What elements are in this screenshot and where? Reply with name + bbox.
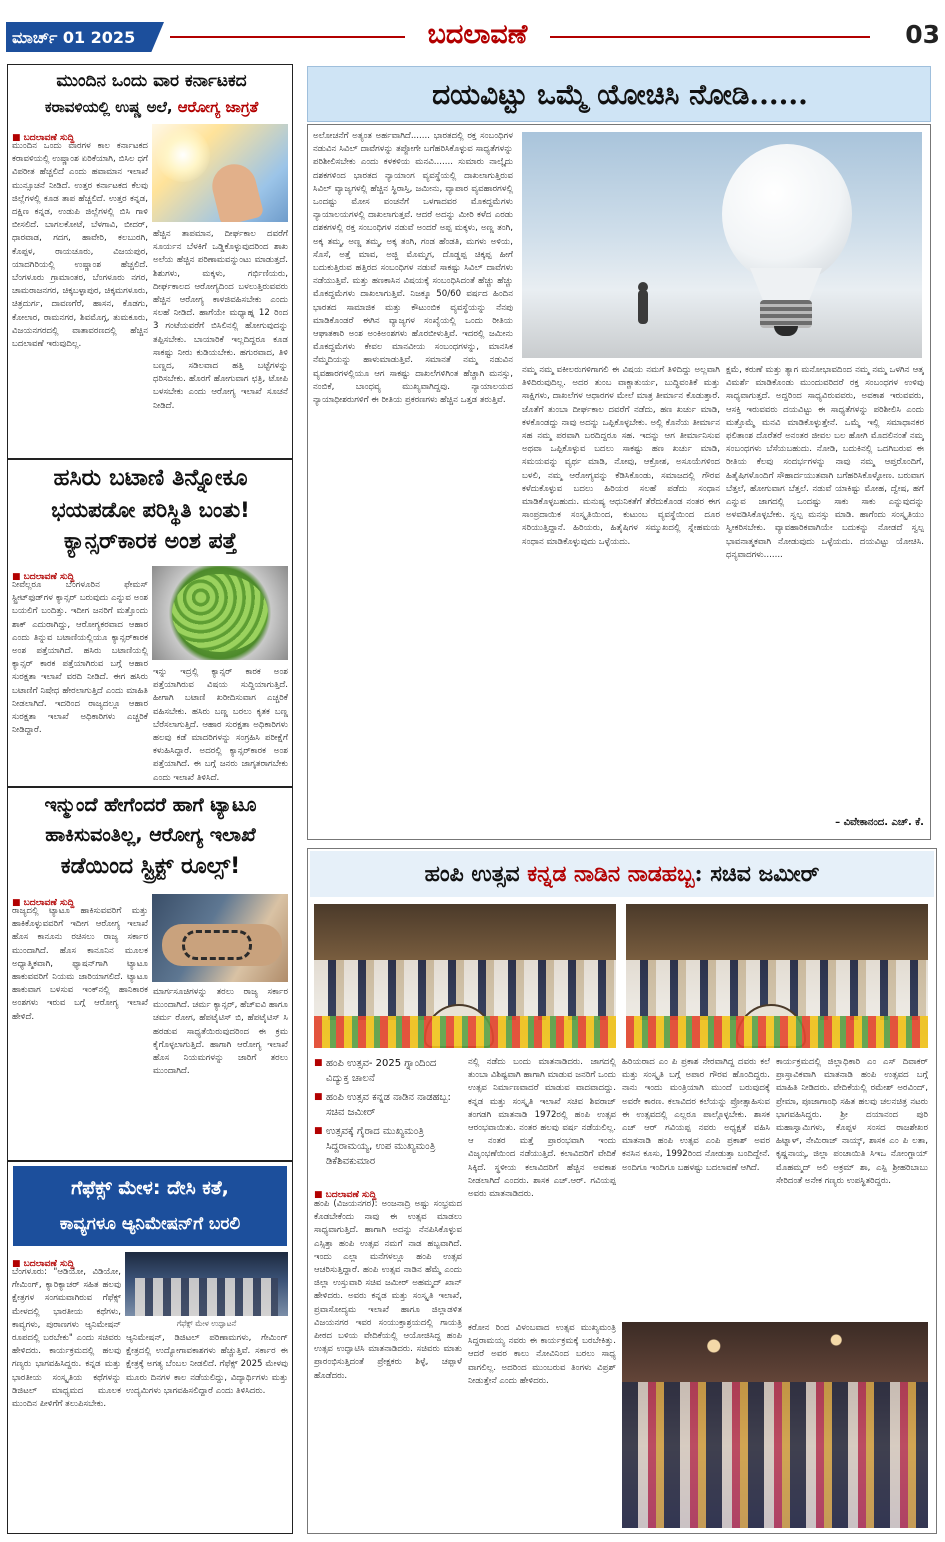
heat-byline: [12, 125, 152, 143]
hampi-bullet-1: ■ ಹಂಪಿ ಉತ್ಸವ- 2025 ಗ್ನಾಂದಿಂದ ವಿದ್ಯುಕ್ತ ಚಾಲನೆ: [314, 1056, 460, 1086]
think-signature: – ವಿವೇಕಾನಂದ. ಎಚ್. ಕೆ.: [835, 817, 924, 828]
hampi-body-col2: ನಲ್ಲಿ ನಡೆದು ಬಂದು ಮಾತನಾಡಿದರು. ಜಾಗದಲ್ಲಿ ತುಂಬಾ ವಿಶಿಷ್ಟವಾಗಿ ಹಾಗಾಗಿ ಮಾಡುವ ಜನರಿಗೆ ಒಂದು ಉತ್ಸವ ನಿರ್ಮಾಣವಾದರೆ ಮಾಡುವ ವಾದವಾದದ್ದು. ಕನ್ನಡ ಮತ್ತು ಸಂಸ್ಕೃತಿ ಇಲಾಖೆ ಸಚಿವ ಶಿವರಾಜ್ ತಂಗಡಗಿ ಮಾತನಾಡಿ 1972ರಲ್ಲಿ ಹಂಪಿ ಉತ್ಸವ ಆರಂಭವಾಯಿತು. ನಂತರ ಹಲವು ವರ್ಷ ನಡೆಯಲಿಲ್ಲ. ಆ ನಂತರ ಮತ್ತೆ ಪ್ರಾರಂಭವಾಗಿ ಇಂದು ವಿಜೃಂಭಣೆಯಿಂದ ನಡೆಯುತ್ತಿದೆ. ಕಲಾವಿದರಿಗೆ ವೇದಿಕೆ ಸಿಕ್ಕಿದೆ. ಸ್ಥಳೀಯ ಕಲಾವಿದರಿಗೆ ಹೆಚ್ಚಿನ ಅವಕಾಶ ನೀಡಲಾಗಿದೆ ಎಂದರು. ಶಾಸಕ ಎಚ್.ಆರ್. ಗವಿಯಪ್ಪ ಅವರು ಮಾತನಾಡಿದರು.: [468, 1057, 616, 1200]
heat-body-col2: ಹೆಚ್ಚಿನ ತಾಪಮಾನ, ದೀರ್ಘಕಾಲ ದವರೆಗೆ ಸೂರ್ಯನ ಬೆಳಕಿಗೆ ಒಡ್ಡಿಕೊಳ್ಳುವುದರಿಂದ ಶಾಖ ಅಲೆಯ ಹೆಚ್ಚಿನ ಪರಿಣಾಮವನ್ನುಂಟು ಮಾಡುತ್ತದೆ. ಶಿಶುಗಳು, ಮಕ್ಕಳು, ಗರ್ಭಿಣಿಯರು, ದೀರ್ಘಕಾಲದ ಆರೋಗ್ಯದಿಂದ ಬಳಲುತ್ತಿರುವವರು ಹೆಚ್ಚಿನ ಆರೋಗ್ಯ ಕಾಳಜಿವಹಿಸಬೇಕು ಎಂದು ಸಲಹೆ ನೀಡಿದೆ. ಹಾಗೆಯೇ ಮಧ್ಯಾಹ್ನ 12 ರಿಂದ 3 ಗಂಟೆಯವರೆಗೆ ಬಿಸಿಲಿನಲ್ಲಿ ಹೋಗುವುದನ್ನು ತಪ್ಪಿಸಬೇಕು. ಬಾಯಾರಿಕೆ ಇಲ್ಲದಿದ್ದರೂ ಕೂಡ ಸಾಕಷ್ಟು ನೀರು ಕುಡಿಯಬೇಕು. ಹಗುರವಾದ, ತಿಳಿ ಬಣ್ಣದ, ಸಡಿಲವಾದ ಹತ್ತಿ ಬಟ್ಟೆಗಳನ್ನು ಧರಿಸಬೇಕು. ಹೊರಗೆ ಹೋಗುವಾಗ ಛತ್ರಿ, ಟೋಪಿ ಬಳಸಬೇಕು ಎಂದು ಆರೋಗ್ಯ ಇಲಾಖೆ ಸೂಚನೆ ನೀಡಿದೆ.: [153, 229, 288, 411]
bulb-base: [760, 300, 812, 328]
think-body-col2: ನಮ್ಮ ನಮ್ಮ ವಕೀಲರುಗಳಿಗಾಗಲಿ ಈ ವಿಷಯ ನಮಗೆ ತಿಳಿದಿದ್ದು ಅಲ್ಲವಾಗಿ ತಿಳಿದಿರುವುದಿಲ್ಲ. ಅದರ ತುಂಬ ವಾಕ್ಚಾತುರ್ಯ, ಬುದ್ಧಿವಂತಿಕೆ ಮತ್ತು ಸಾಕ್ಷಿಗಳು, ದಾಖಲೆಗಳ ಆಧಾರಗಳ ಮೇಲೆ ಮಾತ್ರ ತೀರ್ಮಾನ ಕೊಡುತ್ತಾರೆ. ಜೊತೆಗೆ ತುಂಬಾ ದೀರ್ಘಕಾಲ ದವರೆಗೆ ನಡೆದು, ಹಣ ಖರ್ಚು ಮಾಡಿ, ಕಳಕೊಂಡದ್ದು ನಾವು ಅದನ್ನು ಒಪ್ಪಿಕೊಳ್ಳಬೇಕು. ಅಲ್ಲಿ ಕೊನೆಯ ತೀರ್ಮಾನ ಸಹ ನಮ್ಮ ಪರವಾಗಿ ಬರದಿದ್ದರೂ ಸಹ. ಇದನ್ನು ಆಗ ತೀರ್ಮಾನಿಸುವ ಅಥವಾ ಒಪ್ಪಿಕೊಳ್ಳುವ ಬದಲು ಸಾಕಷ್ಟು ಹಣ ಖರ್ಚು ಮಾಡಿ, ಸಮಯವನ್ನು ವ್ಯರ್ಥ ಮಾಡಿ, ನೋವು, ಆಕ್ರೋಶ, ಅಸೂಯೆಗಳಿಂದ ಬಳಲಿ, ನಮ್ಮ ಆರೋಗ್ಯವನ್ನು ಕೆಡಿಸಿಕೊಂಡು, ಸಮಾಜದಲ್ಲಿ ಗೌರವ ಕಳೆದುಕೊಳ್ಳುವ ಬದಲು ಹಿರಿಯರ ಸಲಹೆ ಪಡೆದು ಸಂಧಾನ ಮಾಡಿಕೊಳ್ಳಬಹುದು. ಮನುಷ್ಯ ಆಧುನಿಕತೆಗೆ ತೆರೆದುಕೊಂಡ ನಂತರ ಈಗ ಸಾಂಪ್ರದಾಯಿಕ ಸಂಸ್ಕೃತಿಯಿಂದ, ಕುಟುಂಬ ವ್ಯವಸ್ಥೆಯಿಂದ ದೂರ ಸರಿಯುತ್ತಿದ್ದಾನೆ. ಹಿರಿಯರು, ಹಿತೈಷಿಗಳ ಸಮ್ಮುಖದಲ್ಲಿ ಸ್ನೇಹಮಯ ಸಂಧಾನ ಮಾಡಿಕೊಳ್ಳುವುದು ಒಳ್ಳೆಯದು.: [522, 365, 720, 547]
tattoo-byline-text: ■ ಬದಲಾವಣೆ ಸುದ್ದಿ: [12, 898, 74, 908]
tattoo-headline-line2: ಹಾಕಿಸುವಂತಿಲ್ಲ, ಆರೋಗ್ಯ ಇಲಾಖೆ: [45, 824, 256, 846]
peas-headline-line2: ಭಯಪಡೋ ಪರಿಸ್ಥಿತಿ ಬಂತು!: [51, 498, 250, 522]
page-number: 03: [905, 20, 940, 49]
think-headline: ದಯವಿಟ್ಟು ಒಮ್ಮೆ ಯೋಚಿಸಿ ನೋಡಿ......: [432, 78, 808, 111]
gfx-byline-text: ■ ಬದಲಾವಣೆ ಸುದ್ದಿ: [12, 1259, 74, 1269]
tattoo-headline-line3: ಕಡೆಯಿಂದ ಸ್ಟ್ರಿಕ್ಟ್ ರೂಲ್ಸ್!: [60, 854, 241, 879]
heat-bottom-rule: [7, 458, 293, 460]
gfx-caption: ಗೆಫೆಕ್ಸ್ ಮೇಳ ಉದ್ಘಾಟನೆ: [176, 1319, 237, 1328]
bulb-tip: [774, 326, 798, 336]
sun-glow: [156, 128, 210, 182]
tattoo-bottom-rule: [7, 1160, 293, 1162]
hampi-headline-part-b: ಕನ್ನಡ ನಾಡಿನ ನಾಡಹಬ್ಬ: [527, 861, 695, 887]
bulb-neck: [750, 268, 822, 304]
heat-headline-part-a: ಕರಾವಳಿಯಲ್ಲಿ ಉಷ್ಣ ಅಲೆ,: [44, 98, 178, 116]
peas-photo: [152, 566, 288, 660]
gfx-body-col1: ಬೆಂಗಳೂರು: "ಆಡಿಯೋ, ವಿಡಿಯೋ, ಗೇಮಿಂಗ್, ಕ್ಯಾರಿಕ್ಯಾಚರ್ ಸಹಿತ ಹಲವು ಕ್ಷೇತ್ರಗಳ ಸಂಗಮವಾಗಿರುವ ಗೆಫೆಕ್ಸ್ ಮೇಳದಲ್ಲಿ ಭಾರತೀಯ ಕಥೆಗಳು, ಕಾವ್ಯಗಳು, ಪುರಾಣಗಳು ಆ್ಯನಿಮೇಷನ್ ರೂಪದಲ್ಲಿ ಬರಬೇಕು" ಎಂದು ಸಚಿವರು ಹೇಳಿದರು. ಕಾರ್ಯಕ್ರಮದಲ್ಲಿ ಹಲವು ಗಣ್ಯರು ಭಾಗವಹಿಸಿದ್ದರು. ಕನ್ನಡ ಮತ್ತು ಭಾರತೀಯ ಸಂಸ್ಕೃತಿಯ ಕಥೆಗಳನ್ನು ಡಿಜಿಟಲ್ ಮಾಧ್ಯಮದ ಮೂಲಕ ಮುಂದಿನ ಪೀಳಿಗೆಗೆ ತಲುಪಿಸಬೇಕು.: [12, 1267, 121, 1410]
person-head: [638, 282, 648, 292]
hampi-byline-text: ■ ಬದಲಾವಣೆ ಸುದ್ದಿ: [314, 1190, 376, 1200]
think-photo-lightbulb: [522, 132, 922, 358]
hampi-bullet-3: ■ ಉತ್ಸವಕ್ಕೆ ಗೈರಾದ ಮುಖ್ಯಮಂತ್ರಿ ಸಿದ್ದರಾಮಯ್ಯ, ಉಪ ಮುಖ್ಯಮಂತ್ರಿ ಡಿಕೆಶಿವಕುಮಾರ: [314, 1124, 460, 1169]
hampi-flowers-right: [626, 1016, 928, 1048]
heat-headline-line2: [14, 94, 289, 120]
gfx-photo: [125, 1252, 288, 1316]
hand-shape: [208, 160, 265, 222]
tattoo-photo: [152, 894, 288, 982]
peas-body-col1: ನೀವೆಲ್ಲರೂ ಬೆಂಗಳೂರಿನ ಫೇಮಸ್ ಸ್ಟ್ರೀಟ್‌ಫುಡ್‌ಗಳ ಕ್ಯಾನ್ಸರ್ ಬರುವುದು ಎನ್ನುವ ಅಂಶ ಬಯಲಿಗೆ ಬಂದಿತ್ತು. ಇದೀಗ ಜನರಿಗೆ ಮತ್ತೊಂದು ಶಾಕ್ ಎದುರಾಗಿದ್ದು, ಆರೋಗ್ಯಕರವಾದ ಆಹಾರ ಎಂದು ತಿನ್ನುವ ಬಟಾಣಿಯಲ್ಲಿಯೂ ಕ್ಯಾನ್ಸರ್‌ಕಾರಕ ಅಂಶ ಪತ್ತೆಯಾಗಿದೆ. ಹಸಿರು ಬಟಾಣಿಯಲ್ಲಿ ಕ್ಯಾನ್ಸರ್ ಕಾರಕ ಪತ್ತೆಯಾಗಿರುವ ಬಗ್ಗೆ ಆಹಾರ ಸುರಕ್ಷತಾ ಇಲಾಖೆ ವರದಿ ನೀಡಿದೆ. ಈಗ ಹಸಿರು ಬಟಾಣಿಗೆ ನಿಷೇಧ ಹೇರಲಾಗುತ್ತಿದೆ ಎಂದು ಮಾಹಿತಿ ನೀಡಲಾಗಿದೆ. ಇದರಿಂದ ರಾಜ್ಯದಲ್ಲೂ ಆಹಾರ ಸುರಕ್ಷತಾ ಇಲಾಖೆ ಅಧಿಕಾರಿಗಳು ಎಚ್ಚರಿಕೆ ನೀಡಿದ್ದಾರೆ.: [12, 580, 148, 736]
masthead: ಬದಲಾವಣೆ: [405, 16, 550, 54]
think-body-col1: ಅಲೋಚನೆಗೆ ಅತ್ಯಂತ ಅರ್ಹವಾಗಿದೆ....... ಭಾರತದಲ್ಲಿ ರಕ್ತ ಸಂಬಂಧಿಗಳ ನಡುವಿನ ಸಿವಿಲ್ ದಾವೆಗಳನ್ನು ತಪ್ಪೋಗೇ ಬಗೆಹರಿಸಿಕೊಳ್ಳುವ ಸಾಧ್ಯತೆಗಳನ್ನು ಪರಿಶೀಲಿಸಬೇಕು ಎಂದು ಕಳಕಳಿಯ ಮನವಿ....... ಸುಮಾರು ನಾಲ್ಕೈದು ದಶಕಗಳಿಂದ ಭಾರತದ ನ್ಯಾಯಾಂಗ ವ್ಯವಸ್ಥೆಯಲ್ಲಿ ದಾಖಲಾಗುತ್ತಿರುವ ಸಿವಿಲ್ ವ್ಯಾಜ್ಯಗಳಲ್ಲಿ ಹೆಚ್ಚಿನ ಸ್ಥಿರಾಸ್ತಿ, ಜಮೀನು, ವ್ಯಾಪಾರ ವ್ಯವಹಾರಗಳಲ್ಲಿ ಒಂದಷ್ಟು ಮೋಸ ವಂಚನೆಗೆ ಒಳಗಾದವರ ಮೊಕದ್ದಮೆಗಳು ನ್ಯಾಯಾಲಯಗಳಲ್ಲಿ ದಾಖಲಾಗುತ್ತವೆ. ಆದರೆ ಅದನ್ನು ಮೀರಿ ಕಳೆದ ಎರಡು ದಶಕಗಳಲ್ಲಿ ರಕ್ತ ಸಂಬಂಧಿಗಳ ನಡುವೆ ಅಂದರೆ ಅಪ್ಪ ಮಕ್ಕಳು, ಅಣ್ಣ ತಂಗಿ, ಅಕ್ಕ ತಮ್ಮ, ಅಣ್ಣ ತಮ್ಮ, ಅಕ್ಕ ತಂಗಿ, ಗಂಡ ಹೆಂಡತಿ, ಮಗಳು ಅಳಿಯ, ಸೊಸೆ, ಅತ್ತೆ ಮಾವ, ಅಜ್ಜಿ ಮೊಮ್ಮಗ, ದೊಡ್ಡಪ್ಪ ಚಿಕ್ಕಪ್ಪ ಹೀಗೆ ಬದುಕುತ್ತಿರುವ ಹತ್ತಿರದ ಸಂಬಂಧಿಗಳ ನಡುವೆ ಸಾಕಷ್ಟು ಸಿವಿಲ್ ದಾವೆಗಳು ನಡೆಯುತ್ತಿವೆ. ಮತ್ತು ಹಣಕಾಸಿನ ವಿಷಯಕ್ಕೆ ಸಂಬಂಧಿಸಿದಂತೆ ಹೆಚ್ಚು ಹೆಚ್ಚು ಮೊಕದ್ದಮೆಗಳು ದಾಖಲಾಗುತ್ತಿವೆ. ನಿಜಕ್ಕೂ 50/60 ವರ್ಷದ ಹಿಂದಿನ ಭಾರತದ ಸಾಮಾಜಿಕ ಮತ್ತು ಕೌಟುಂಬಿಕ ವ್ಯವಸ್ಥೆಯನ್ನು ನೆನಪು ಮಾಡಿಕೊಂಡರೆ ಈಗಿನ ವ್ಯಾಜ್ಯಗಳ ಸಂಖ್ಯೆಯಲ್ಲಿ ಒಂದು ರೀತಿಯ ಆಘಾತಕಾರಿ ಅಂಶ ಅಂಕಿಅಂಶಗಳು ಹೊರಬೀಳುತ್ತಿವೆ. ಇದರಲ್ಲಿ ಜಮೀನು ಮೊಕದ್ದಮೆಗಳು ಕೇವಲ ಮಾನವೀಯ ಸಂಬಂಧಗಳನ್ನು, ಮಾನಸಿಕ ನೆಮ್ಮದಿಯನ್ನು ಹಾಳುಮಾಡುತ್ತಿವೆ. ಸಮಾನತೆ ನಮ್ಮ ನಡುವಿನ ವ್ಯವಹಾರಗಳಲ್ಲಿಯೂ ಆಗ ಸಾಕಷ್ಟು ದಾಖಲೆಗಳಿಗಿಂತ ಹೆಚ್ಚಾಗಿ ಮನಸ್ಸು, ನಂಬಿಕೆ, ಬಾಂಧವ್ಯ ಮುಖ್ಯವಾಗಿದ್ದವು. ನ್ಯಾಯಾಲಯದ ನ್ಯಾಯಾಧೀಶರುಗಳಿಗೆ ಈ ರೀತಿಯ ಪ್ರಕರಣಗಳು ಹೆಚ್ಚಿನ ಒತ್ತಡ ತರುತ್ತಿವೆ.: [313, 131, 513, 406]
hampi-headline: [310, 857, 934, 891]
peas-headline-line1: ಹಸಿರು ಬಟಾಣಿ ತಿನ್ನೋಕೂ: [53, 465, 248, 491]
think-headline-banner: [307, 66, 931, 122]
hampi-headline-banner: [310, 851, 934, 897]
heat-byline-text: ■ ಬದಲಾವಣೆ ಸುದ್ದಿ: [12, 133, 74, 143]
peas-byline-text: ■ ಬದಲಾವಣೆ ಸುದ್ದಿ: [12, 572, 74, 582]
gfx-headline-line2: ಕಾವ್ಯಗಳೂ ಆ್ಯನಿಮೇಷನ್‌ಗೆ ಬರಲಿ: [59, 1214, 241, 1234]
header-bar: [0, 14, 945, 62]
peas-bowl: [172, 574, 268, 652]
peas-body-col2: ಇನ್ನು ಇದ್ರಲ್ಲಿ ಕ್ಯಾನ್ಸರ್ ಕಾರಕ ಅಂಶ ಪತ್ತೆಯಾಗಿರುವ ವಿಷಯ ಸುದ್ದಿಯಾಗುತ್ತಿದೆ. ಹೀಗಾಗಿ ಬಟಾಣಿ ಖರೀದಿಸುವಾಗ ಎಚ್ಚರಿಕೆ ವಹಿಸಬೇಕು. ಹಸಿರು ಬಣ್ಣ ಬರಲು ಕೃತಕ ಬಣ್ಣ ಬೆರೆಸಲಾಗುತ್ತಿದೆ. ಆಹಾರ ಸುರಕ್ಷತಾ ಅಧಿಕಾರಿಗಳು ಹಲವು ಕಡೆ ಮಾದರಿಗಳನ್ನು ಸಂಗ್ರಹಿಸಿ ಪರೀಕ್ಷೆಗೆ ಕಳುಹಿಸಿದ್ದಾರೆ. ಅದರಲ್ಲಿ ಕ್ಯಾನ್ಸರ್‌ಕಾರಕ ಅಂಶ ಪತ್ತೆಯಾಗಿದೆ. ಈ ಬಗ್ಗೆ ಜನರು ಜಾಗೃತರಾಗಬೇಕು ಎಂದು ಇಲಾಖೆ ತಿಳಿಸಿದೆ.: [153, 667, 288, 783]
heat-headline-line1: ಮುಂದಿನ ಒಂದು ವಾರ ಕರ್ನಾಟಕದ: [56, 71, 247, 91]
gfx-headline-line1: ಗೆಫೆಕ್ಸ್ ಮೇಳ: ದೇಸಿ ಕತೆ,: [71, 1177, 229, 1199]
tattoo-byline: [12, 890, 152, 908]
gfx-byline: [12, 1251, 122, 1269]
person-figure: [638, 290, 648, 324]
heat-body-col1: ಮುಂದಿನ ಒಂದು ವಾರಗಳ ಕಾಲ ಕರ್ನಾಟಕದ ಕರಾವಳಿಯಲ್ಲಿ ಉಷ್ಣಾಂಶ ಏರಿಕೆಯಾಗಿ, ಬಿಸಿಲ ಧಗೆ ವಿಪರೀತ ಹೆಚ್ಚಲಿದೆ ಎಂದು ಹವಾಮಾನ ಇಲಾಖೆ ಮುನ್ಸೂಚನೆ ನೀಡಿದೆ. ಉತ್ತರ ಕರ್ನಾಟಕದ ಕೆಲವು ಜಿಲ್ಲೆಗಳಲ್ಲಿ ಕೂಡ ತಾಪ ಹೆಚ್ಚಲಿದೆ. ಉತ್ತರ ಕನ್ನಡ, ದಕ್ಷಿಣ ಕನ್ನಡ, ಉಡುಪಿ ಜಿಲ್ಲೆಗಳಲ್ಲಿ ಬಿಸಿ ಗಾಳಿ ಬೀಸಲಿದೆ. ಬಾಗಲಕೋಟೆ, ಬೆಳಗಾವಿ, ಬೀದರ್, ಧಾರವಾಡ, ಗದಗ, ಹಾವೇರಿ, ಕಲಬುರಗಿ, ಕೊಪ್ಪಳ, ರಾಯಚೂರು, ವಿಜಯಪುರ, ಯಾದಗಿರಿಯಲ್ಲಿ ಉಷ್ಣಾಂಶ ಹೆಚ್ಚಲಿದೆ. ಬೆಂಗಳೂರು ಗ್ರಾಮಾಂತರ, ಬೆಂಗಳೂರು ನಗರ, ಚಾಮರಾಜನಗರ, ಚಿಕ್ಕಬಳ್ಳಾಪುರ, ಚಿಕ್ಕಮಗಳೂರು, ಚಿತ್ರದುರ್ಗ, ದಾವಣಗೆರೆ, ಹಾಸನ, ಕೊಡಗು, ಕೋಲಾರ, ರಾಮನಗರ, ಶಿವಮೊಗ್ಗ, ತುಮಕೂರು, ವಿಜಯನಗರದಲ್ಲಿ ವಾತಾವರಣದಲ್ಲಿ ಹೆಚ್ಚಿನ ಬದಲಾವಣೆ ಇರುವುದಿಲ್ಲ.: [12, 141, 148, 350]
hampi-bullet-2: ■ ಹಂಪಿ ಉತ್ಸವ ಕನ್ನಡ ನಾಡಿನ ನಾಡಹಬ್ಬ: ಸಚಿವ ಜಮೀರ್: [314, 1090, 460, 1120]
heat-headline-part-b: ಆರೋಗ್ಯ ಜಾಗ್ರತೆ: [177, 98, 259, 116]
gfx-people: [135, 1278, 278, 1316]
gfx-body-col2: ಆ್ಯನಿಮೇಷನ್, ಡಿಜಿಟಲ್ ಪರಿಣಾಮಗಳು, ಗೇಮಿಂಗ್ ಕ್ಷೇತ್ರದಲ್ಲಿ ಉದ್ಯೋಗಾವಕಾಶಗಳು ಹೆಚ್ಚುತ್ತಿವೆ. ಸರ್ಕಾರ ಈ ಕ್ಷೇತ್ರಕ್ಕೆ ಅಗತ್ಯ ಬೆಂಬಲ ನೀಡಲಿದೆ. ಗೆಫೆಕ್ಸ್ 2025 ಮೇಳವು ಮೂರು ದಿನಗಳ ಕಾಲ ನಡೆಯಲಿದ್ದು, ವಿದ್ಯಾರ್ಥಿಗಳು ಮತ್ತು ಉದ್ಯಮಿಗಳು ಭಾಗವಹಿಸಲಿದ್ದಾರೆ ಎಂದು ತಿಳಿಸಿದರು.: [126, 1333, 288, 1396]
tattoo-body-col1: ರಾಜ್ಯದಲ್ಲಿ ಟ್ಯಾಟೂ ಹಾಕಿಸುವವರಿಗೆ ಮತ್ತು ಹಾಕಿಕೊಳ್ಳುವವರಿಗೆ ಇದೀಗ ಆರೋಗ್ಯ ಇಲಾಖೆ ಹೊಸ ಕಾನೂನು ರಚಿಸಲು ರಾಜ್ಯ ಸರ್ಕಾರ ಮುಂದಾಗಿದೆ. ಹೊಸ ಕಾನೂನಿನ ಮೂಲಕ ಅಧ್ಯಾತ್ಮಿಕವಾಗಿ, ಫ್ಯಾಷನ್‌ಗಾಗಿ ಟ್ಯಾಟೂ ಹಾಕುವವರಿಗೆ ನಿಯಮ ಜಾರಿಯಾಗಲಿದೆ. ಟ್ಯಾಟೂ ಹಾಕುವಾಗ ಬಳಸುವ ಇಂಕ್‌ನಲ್ಲಿ ಹಾನಿಕಾರಕ ಅಂಶಗಳು ಇರುವ ಬಗ್ಗೆ ಆರೋಗ್ಯ ಇಲಾಖೆ ಹೇಳಿದೆ.: [12, 906, 148, 1022]
hampi-photo-right: [626, 904, 928, 1048]
tattoo-ink: [182, 930, 252, 960]
tattoo-headline-line1: ಇನ್ಮುಂದೆ ಹೇಗೆಂದರೆ ಹಾಗೆ ಟ್ಯಾಟೂ: [44, 794, 257, 816]
think-body-col3: ಕ್ಷಮೆ, ಕರುಣೆ ಮತ್ತು ತ್ಯಾಗ ಮನೋಭಾವದಿಂದ ನಮ್ಮ ನಮ್ಮ ಒಳಗಿನ ಆತ್ಮ ವಿಮರ್ಶೆ ಮಾಡಿಕೊಂಡು ಮುಂದುವರಿದರೆ ರಕ್ತ ಸಂಬಂಧಗಳ ಉಳಿವು ಸಾಧ್ಯವಾಗುತ್ತದೆ. ಅದ್ದರಿಂದ ಸಾಧ್ಯವಿರುವವರು, ಅವಕಾಶ ಇರುವವರು, ಆಸಕ್ತಿ ಇರುವವರು ದಯವಿಟ್ಟು ಈ ಸಾಧ್ಯತೆಗಳನ್ನು ಪರಿಶೀಲಿಸಿ ಎಂದು ಮತ್ತೊಮ್ಮೆ ಮನವಿ ಮಾಡಿಕೊಳ್ಳುತ್ತೇನೆ. ಒಮ್ಮೆ ಇಲ್ಲಿ ಸಮಾಧಾನಕರ ಫಲಿತಾಂಶ ದೊರೆತರೆ ಅನಂತರ ಜೀವಲ ಬಲ ಹೋಗಿ ಮೊದಲಿನಂತೆ ನಮ್ಮ ಸಂಬಂಧಗಳು ಬೆಸೆಯಬಹುದು. ನೋಡಿ, ಬದುಕಿನಲ್ಲಿ ಒದಗಿಬರುವ ಈ ರೀತಿಯ ಕೆಲವು ಸಂದರ್ಭಗಳನ್ನು ನಾವು ನಮ್ಮ ಆಪ್ತರೊಂದಿಗೆ, ಹಿತೈಷಿಗಳೊಂದಿಗೆ ಸೌಹಾರ್ದಯುತವಾಗಿ ಬಗೆಹರಿಸಿಕೊಳ್ಳೋಣ. ಬರುವಾಗ ಬೆತ್ತಲೆ, ಹೋಗುವಾಗ ಬೆತ್ತಲೆ. ನಡುವೆ ಯಾಕಿಷ್ಟು ಮೋಹ, ದ್ವೇಷ, ಹಗೆ ಎನ್ನುವ ಜಾಗದಲ್ಲಿ ಒಂದಷ್ಟು ಸಾಕು ಸಾಕು ಎನ್ನುವುದನ್ನು ಅಳವಡಿಸಿಕೊಳ್ಳಬೇಕು. ಸ್ವಲ್ಪ ಮನಸ್ಸು ಮಾಡಿ. ಹಾಗೆಂದು ಸಂಸ್ಕೃತಿಯು ಸ್ವೀಕರಿಸಬೇಕು. ವ್ಯಾವಹಾರಿಕವಾಗಿಯೇ ಬದುಕನ್ನು ನೋಡದೆ ಸ್ವಲ್ಪ ಭಾವನಾತ್ಮಕವಾಗಿ ನೋಡುವುದು ಒಳ್ಳೆಯದು. ದಯವಿಟ್ಟು ಯೋಚಿಸಿ. ಧನ್ಯವಾದಗಳು.......: [726, 365, 924, 560]
hampi-photo-left: [314, 904, 616, 1048]
hampi-photo-bottom: [622, 1322, 928, 1528]
hampi-flowers-left: [314, 1016, 616, 1048]
hampi-headline-part-c: : ಸಚಿವ ಜಮೀರ್: [694, 861, 820, 887]
hampi-byline: [314, 1182, 460, 1200]
hampi-headline-part-a: ಹಂಪಿ ಉತ್ಸವ: [424, 861, 528, 887]
gfx-headline-box: [13, 1166, 287, 1246]
tattoo-body-col2: ಮಾರ್ಗಸೂಚಿಗಳನ್ನು ತರಲು ರಾಜ್ಯ ಸರ್ಕಾರ ಮುಂದಾಗಿದೆ. ಚರ್ಮ ಕ್ಯಾನ್ಸರ್, ಹೆಚ್‌ಐವಿ ಹಾಗೂ ಚರ್ಮ ರೋಗ, ಹೆಪಟೈಟಿಸ್ ಬಿ, ಹೆಪಟೈಟಿಸ್ ಸಿ ಹರಡುವ ಸಾಧ್ಯತೆಯಿರುವುದರಿಂದ ಈ ಕ್ರಮ ಕೈಗೊಳ್ಳಲಾಗುತ್ತಿದೆ. ಹಾಗಾಗಿ ಆರೋಗ್ಯ ಇಲಾಖೆ ಹೊಸ ನಿಯಮಗಳನ್ನು ಜಾರಿಗೆ ತರಲು ಮುಂದಾಗಿದೆ.: [153, 987, 288, 1077]
heat-photo: [152, 124, 288, 222]
hampi-body-col4: ಕಾರ್ಯಕ್ರಮದಲ್ಲಿ ಜಿಲ್ಲಾಧಿಕಾರಿ ಎಂ ಎಸ್ ದಿವಾಕರ್ ಪ್ರಾಸ್ತಾವಿಕವಾಗಿ ಮಾತನಾಡಿ ಹಂಪಿ ಉತ್ಸವದ ಬಗ್ಗೆ ಮಾಹಿತಿ ನೀಡಿದರು. ವೇದಿಕೆಯಲ್ಲಿ ರಮೇಶ್ ಅರವಿಂದ್, ಪ್ರೇಮಾ, ಪೂಜಾಗಾಂಧಿ ಸಹಿತ ಹಲವು ಚಲನಚಿತ್ರ ನಟರು ಭಾಗವಹಿಸಿದ್ದರು. ಶ್ರೀ ದಯಾನಂದ ಪುರಿ ಮಹಾಸ್ವಾಮಿಗಳು, ಕೊಪ್ಪಳ ಸಂಸದ ರಾಜಶೇಖರ ಹಿಟ್ನಾಳ್, ನೇಮಿರಾಜ್ ನಾಯ್ಕ್, ಶಾಸಕ ಎಂ ಪಿ ಲತಾ, ಕೃಷ್ಣನಾಯ್ಕ, ಜಿಲ್ಲಾ ಪಂಚಾಯಿತಿ ಸಿಇಒ ನೋಂಗ್ಜಾಯ್ ಮೊಹಮ್ಮದ್ ಅಲಿ ಅಕ್ರಮ್ ಶಾ, ಎಸ್ಪಿ ಶ್ರೀಹರಿಬಾಬು ಸೇರಿದಂತೆ ಅನೇಕ ಗಣ್ಯರು ಉಪಸ್ಥಿತರಿದ್ದರು.: [776, 1057, 928, 1186]
hampi-body-col5: ಕರೋನ ರಿಂದ ವಿಳಂಬವಾದ ಉತ್ಸವ ಮುಖ್ಯಮಂತ್ರಿ ಸಿದ್ದರಾಮಯ್ಯ ನವರು ಈ ಕಾರ್ಯಕ್ರಮಕ್ಕೆ ಬರಬೇಕಿತ್ತು. ಆದರೆ ಅವರ ಕಾಲು ನೋವಿನಿಂದ ಬರಲು ಸಾಧ್ಯ ವಾಗಲಿಲ್ಲ. ಅದರಿಂದ ಮುಂಬರುವ ತಿಂಗಳು ವಿಪ್ರಶ್ ನೀಡುತ್ತೇನೆ ಎಂದು ಹೇಳಿದರು.: [468, 1323, 616, 1386]
peas-headline-line3: ಕ್ಯಾನ್ಸರ್‌ಕಾರಕ ಅಂಶ ಪತ್ತೆ: [63, 529, 238, 554]
hampi-bullets: [314, 1056, 460, 1178]
hampi-bottom-crowd: [622, 1382, 928, 1528]
hampi-bottom-lights: [622, 1322, 928, 1382]
hampi-body-col3: ಹಿರಿಯರಾದ ಎಂ ಪಿ ಪ್ರಕಾಶ ನೇರವಾಗಿದ್ದ ದವರು ಕಲೆ ಮತ್ತು ಸಂಸ್ಕೃತಿ ಬಗ್ಗೆ ಅಪಾರ ಗೌರವ ಹೊಂದಿದ್ದರು. ನಾನು ಇಂದು ಮಂತ್ರಿಯಾಗಿ ಮುಂದೆ ಬರುವುದಕ್ಕೆ ಅವರೇ ಕಾರಣ. ಕಲಾವಿದರ ಕಲೆಯನ್ನು ಪ್ರೋತ್ಸಾಹಿಸುವ ಈ ಉತ್ಸವದಲ್ಲಿ ಎಲ್ಲರೂ ಪಾಲ್ಗೊಳ್ಳಬೇಕು. ಶಾಸಕ ಎಚ್ ಆರ್ ಗವಿಯಪ್ಪ ನವರು ಅಧ್ಯಕ್ಷತೆ ವಹಿಸಿ ಮಾತನಾಡಿ ಹಂಪಿ ಉತ್ಸವ ಎಂಪಿ ಪ್ರಕಾಶ್ ಅವರ ಕನಸಿನ ಕೂಸು, 1992ರಿಂದ ನೋಡುತ್ತಾ ಬಂದಿದ್ದೇನೆ. ಅಂದಿಗೂ ಇಂದಿಗೂ ಬಹಳಷ್ಟು ಬದಲಾವಣೆ ಆಗಿದೆ.: [622, 1057, 770, 1173]
peas-byline: [12, 564, 152, 582]
bulb-glass: [722, 144, 852, 284]
issue-date: ಮಾರ್ಚ್ 01 2025: [12, 28, 136, 47]
peas-bottom-rule: [7, 786, 293, 788]
hampi-body-col1: ಹಂಪಿ (ವಿಜಯನಗರ): ಅಂಜನಾದ್ರಿ ಅಷ್ಟು ಸಂಭ್ರಮದ ಕೊಡಬೇಕೆಂದು ನಾವು ಈ ಉತ್ಸವ ಮಾಡಲು ಸಾಧ್ಯವಾಗುತ್ತಿದೆ. ಹಾಗಾಗಿ ಅದನ್ನು ನೆನಪಿಸಿಕೊಳ್ಳುವ ಎಸ್ಸಿತ್ತಾ ಹಂಪಿ ಉತ್ಸವ ನಮಗೆ ನಾಡ ಹಬ್ಬವಾಗಿದೆ. ಇಂದು ಎಲ್ಲಾ ಮನೆಗಳಲ್ಲೂ ಹಂಪಿ ಉತ್ಸವ ಆಚರಿಸುತ್ತಿದ್ದಾರೆ. ಹಂಪಿ ಉತ್ಸವ ನಾಡಿನ ಹೆಮ್ಮೆ ಎಂದು ಜಿಲ್ಲಾ ಉಸ್ತುವಾರಿ ಸಚಿವ ಜಮೀರ್ ಅಹಮ್ಮದ್ ಖಾನ್ ಹೇಳಿದರು. ಅವರು ಕನ್ನಡ ಮತ್ತು ಸಂಸ್ಕೃತಿ ಇಲಾಖೆ, ಪ್ರವಾಸೋದ್ಯಮ ಇಲಾಖೆ ಹಾಗೂ ಜಿಲ್ಲಾಡಳಿತ ವಿಜಯನಗರ ಇವರ ಸಂಯುಕ್ತಾಶ್ರಯದಲ್ಲಿ ಗಾಯತ್ರಿ ಪೀಠದ ಬಳಿಯ ವೇದಿಕೆಯಲ್ಲಿ ಆಯೋಜಿಸಿದ್ದ ಹಂಪಿ ಉತ್ಸವ ಉದ್ಘಾಟಿಸಿ ಮಾತನಾಡಿದರು. ಸಚಿವರು ಮಾತು ಪ್ರಾರಂಭಿಸುತ್ತಿದಂತೆ ಪ್ರೇಕ್ಷಕರು ಶಿಳ್ಳೆ, ಚಪ್ಪಾಳೆ ಹೊಡೆದರು.: [314, 1199, 462, 1381]
